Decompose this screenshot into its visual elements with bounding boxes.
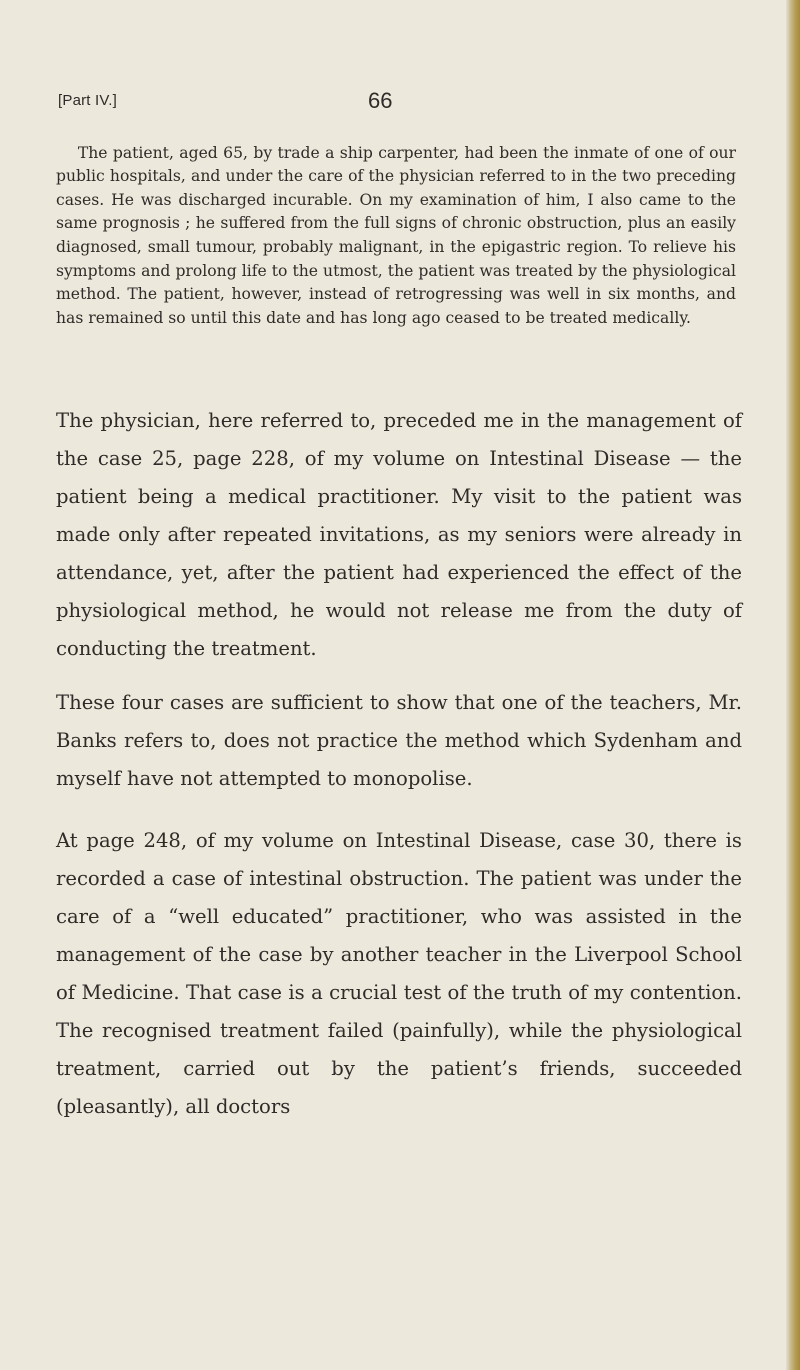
page-number: 66 bbox=[368, 88, 393, 113]
paragraph-intestinal-obstruction: At page 248, of my volume on Intestinal Disease, case 30, there is recorded a case of intestinal obstruction. The patient was under the care of a “well educated” practitioner, who was assisted in the management of the case by another teacher in the Liverpool School of Medicine. That case is a crucial test of the truth of my contention. The recognised treatment failed (painfully), while the physiological treatment, carried out by the patient’s friends, succeeded (pleasantly), all doctors bbox=[56, 828, 742, 1118]
paragraph-four-cases: These four cases are sufficient to show that one of the teachers, Mr. Banks refers to, does not practice the method which Sydenham and myself have not attempted to monopolise. bbox=[56, 690, 742, 790]
paragraph-case-ship-carpenter: The patient, aged 65, by trade a ship carpenter, had been the inmate of one of our public hospitals, and under the care of the physician referred to in the two preceding cases. He was discharged incurable. On my examination of him, I also came to the same prognosis ; he suffered from the full signs of chronic obstruction, plus an easily diagnosed, small tumour, probably malignant, in the epigastric region. To relieve his symptoms and prolong life to the utmost, the patient was treated by the physiological method. The patient, however, instead of retrogressing was well in six months, and has remained so until this date and has long ago ceased to be treated medically. bbox=[56, 143, 736, 327]
paragraph-physician-referred: The physician, here referred to, preceded me in the management of the case 25, page 228, of my volume on Intestinal Disease — the patient being a medical practitioner. My visit to the patient was made only after repeated invitations, as my seniors were already in attendance, yet, after the patient had experienced the effect of the physiological method, he would not release me from the duty of conducting the treatment. bbox=[56, 408, 742, 660]
part-label: [Part IV.] bbox=[58, 92, 117, 109]
page-edge bbox=[786, 0, 800, 1370]
